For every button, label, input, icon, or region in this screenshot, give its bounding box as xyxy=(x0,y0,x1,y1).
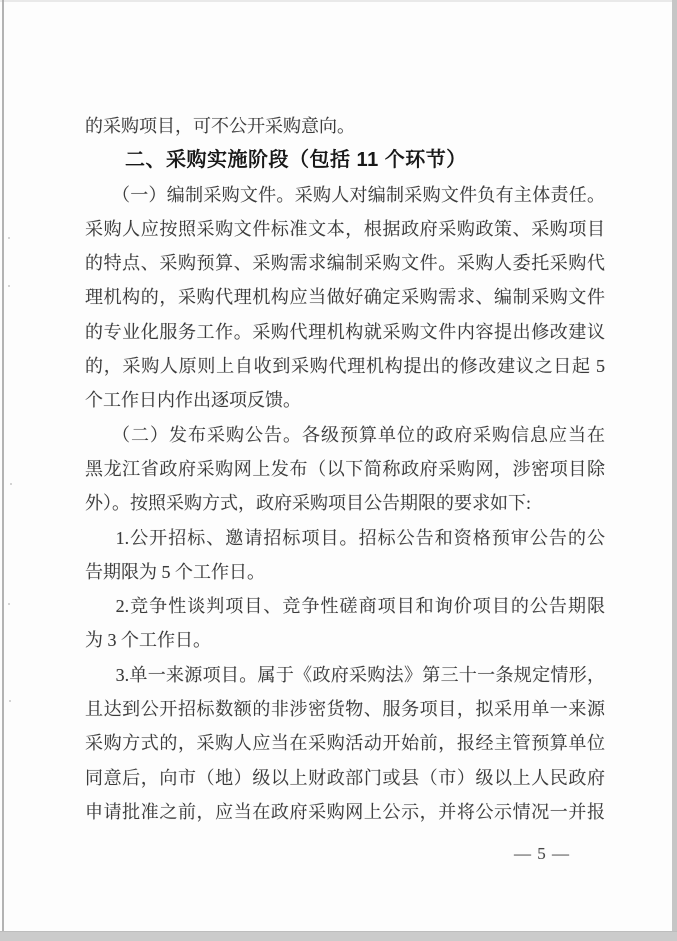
text-line: 黑龙江省政府采购网上发布（以下简称政府采购网，涉密项目除 xyxy=(85,458,605,479)
scan-edge-bottom xyxy=(0,931,677,941)
text-line: 2.竞争性谈判项目、竞争性磋商项目和询价项目的公告期限 xyxy=(115,596,605,617)
text-line: 采购人应按照采购文件标准文本，根据政府采购政策、采购项目 xyxy=(85,218,605,239)
scan-edge-right xyxy=(672,0,677,941)
text-line: 的特点、采购预算、采购需求编制采购文件。采购人委托采购代 xyxy=(85,253,605,274)
scan-edge-top xyxy=(0,0,677,2)
text-line: 采购方式的，采购人应当在采购活动开始前，报经主管预算单位 xyxy=(85,733,605,754)
scan-speck xyxy=(8,237,10,239)
text-line: 告期限为 5 个工作日。 xyxy=(85,561,265,582)
text-line: 申请批准之前，应当在政府采购网上公示，并将公示情况一并报 xyxy=(85,801,605,822)
scan-edge-left xyxy=(2,0,4,941)
text-line: 为 3 个工作日。 xyxy=(85,630,211,651)
scan-speck xyxy=(10,483,12,485)
text-line: 且达到公开招标数额的非涉密货物、服务项目，拟采用单一来源 xyxy=(85,699,605,720)
text-line: 理机构的，采购代理机构应当做好确定采购需求、编制采购文件 xyxy=(85,287,605,308)
text-line: 同意后，向市（地）级以上财政部门或县（市）级以上人民政府 xyxy=(85,767,605,788)
scan-speck xyxy=(8,603,10,605)
page-number: — 5 — xyxy=(514,844,570,863)
scan-speck xyxy=(9,700,11,702)
scan-speck xyxy=(8,285,10,287)
text-line: 的，采购人原则上自收到采购代理机构提出的修改建议之日起 5 xyxy=(85,356,605,377)
text-line: 二、采购实施阶段（包括 11 个环节） xyxy=(125,149,467,172)
text-line: 外）。按照采购方式，政府采购项目公告期限的要求如下: xyxy=(85,493,531,514)
text-line: （二）发布采购公告。各级预算单位的政府采购信息应当在 xyxy=(112,424,605,445)
text-line: 3.单一来源项目。属于《政府采购法》第三十一条规定情形， xyxy=(115,664,605,685)
document-text xyxy=(85,109,605,829)
text-line: 1.公开招标、邀请招标项目。招标公告和资格预审公告的公 xyxy=(115,527,605,548)
text-line: 个工作日内作出逐项反馈。 xyxy=(85,390,301,411)
text-line: 的专业化服务工作。采购代理机构就采购文件内容提出修改建议 xyxy=(85,321,605,342)
text-line: （一）编制采购文件。采购人对编制采购文件负有主体责任。 xyxy=(112,184,605,205)
text-line: 的采购项目，可不公开采购意向。 xyxy=(85,116,355,136)
